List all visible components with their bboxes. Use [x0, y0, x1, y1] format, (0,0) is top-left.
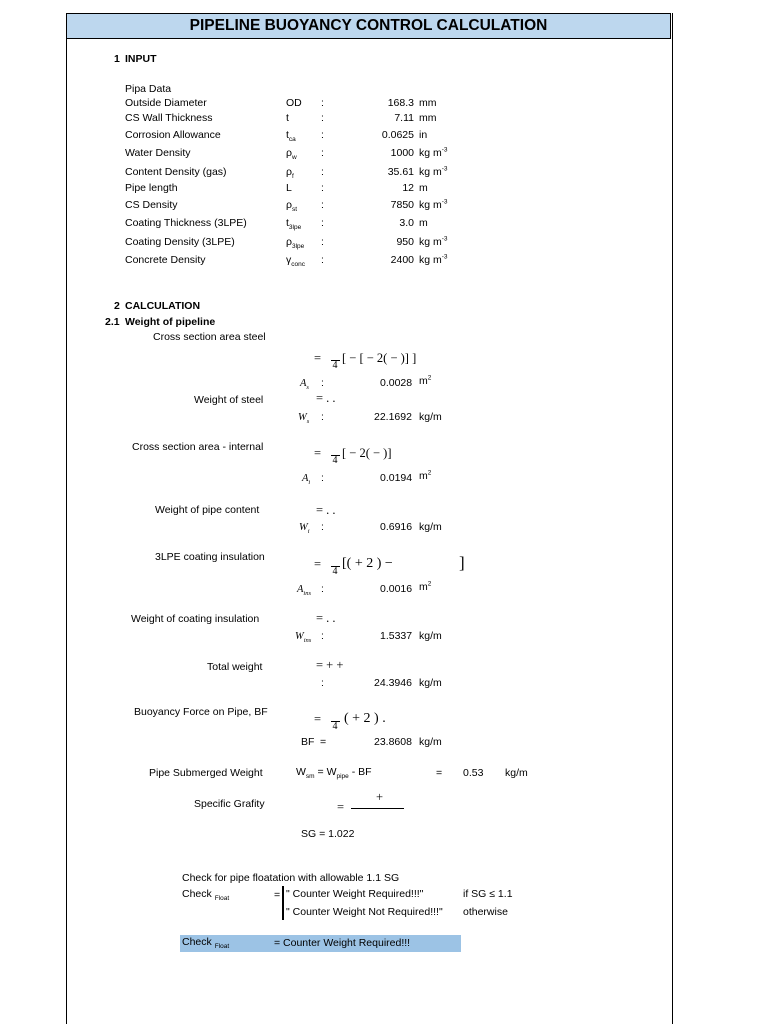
weight-content-label: Weight of pipe content	[155, 504, 260, 516]
calc-section-heading: CALCULATION	[125, 300, 201, 312]
cross-section-internal-equals: =	[314, 446, 322, 460]
total-weight-unit: kg/m	[419, 677, 442, 689]
input-label: CS Wall Thickness	[125, 112, 213, 124]
input-value: 950	[396, 236, 414, 248]
input-unit: in	[419, 129, 428, 141]
check-label: Check $_{Float}$	[182, 888, 230, 903]
input-symbol: OD	[286, 97, 302, 109]
fraction-denominator: 4	[332, 566, 338, 577]
input-unit: kg $m^{-3}$	[419, 198, 448, 211]
coating-insulation-label: 3LPE coating insulation	[155, 551, 265, 563]
colon: :	[321, 112, 324, 124]
input-unit: kg $m^{-3}$	[419, 165, 448, 178]
input-value: 12	[402, 182, 414, 194]
total-weight-formula: = + +	[316, 658, 344, 672]
colon: :	[321, 199, 324, 211]
input-unit: kg $m^{-3}$	[419, 235, 448, 248]
coating-insulation-bracket: ]	[459, 553, 465, 572]
total-weight-label: Total weight	[207, 661, 263, 673]
input-value: 2400	[390, 254, 414, 266]
input-unit: m	[419, 217, 428, 229]
input-value: 1000	[390, 147, 414, 159]
area-insulation-value: 0.0016	[380, 583, 413, 595]
area-steel-unit: $m^2$	[419, 374, 432, 387]
cross-section-steel-equals: =	[314, 351, 322, 365]
input-label: Corrosion Allowance	[125, 129, 221, 141]
input-symbol: $\rho_w$	[286, 147, 297, 162]
weight-steel-formula: = . .	[316, 391, 336, 405]
colon: :	[321, 147, 324, 159]
buoyancy-symbol: BF	[301, 736, 315, 748]
weight-coating-value: 1.5337	[380, 630, 413, 642]
check-case-required-condition: if SG ≤ 1.1	[463, 888, 513, 900]
colon: :	[321, 166, 324, 178]
fraction-bar	[351, 808, 404, 809]
calc-subsection-number: 2.1	[105, 316, 120, 328]
area-internal-value: 0.0194	[380, 472, 413, 484]
colon: :	[321, 182, 324, 194]
buoyancy-equals: =	[314, 712, 322, 726]
input-symbol: $\rho_{st}$	[286, 199, 298, 214]
piecewise-bracket	[282, 886, 284, 920]
specific-gravity-equals: =	[337, 800, 345, 814]
input-label: CS Density	[125, 199, 178, 211]
input-value: 3.0	[399, 217, 414, 229]
input-label: Content Density (gas)	[125, 166, 227, 178]
fraction-denominator: 4	[332, 455, 338, 466]
area-steel-symbol: $A_s$	[300, 378, 309, 392]
submerged-weight-label: Pipe Submerged Weight	[149, 767, 263, 779]
weight-coating-label: Weight of coating insulation	[131, 613, 260, 625]
weight-content-formula: = . .	[316, 503, 336, 517]
weight-steel-symbol: $W_s$	[298, 412, 310, 426]
coating-insulation-equals: =	[314, 557, 322, 571]
input-label: Outside Diameter	[125, 97, 207, 109]
colon: :	[321, 630, 324, 642]
input-label: Coating Density (3LPE)	[125, 236, 235, 248]
input-symbol: $\rho_{3lpe}$	[286, 236, 305, 251]
buoyancy-formula: ( + 2 ) .	[344, 711, 386, 726]
input-label: Coating Thickness (3LPE)	[125, 217, 247, 229]
colon: :	[321, 677, 324, 689]
page-title: PIPELINE BUOYANCY CONTROL CALCULATION	[66, 13, 671, 39]
equals: =	[320, 736, 327, 748]
total-weight-value: 24.3946	[374, 677, 412, 689]
weight-coating-unit: kg/m	[419, 630, 442, 642]
specific-gravity-label: Specific Grafity	[194, 798, 265, 810]
buoyancy-unit: kg/m	[419, 736, 442, 748]
input-symbol: $t_{ca}$	[286, 129, 296, 144]
result-check-text: = Counter Weight Required!!!	[274, 937, 411, 949]
area-steel-value: 0.0028	[380, 377, 413, 389]
input-unit: kg $m^{-3}$	[419, 146, 448, 159]
check-intro: Check for pipe floatation with allowable 1.1 SG	[182, 872, 400, 884]
equals: =	[274, 889, 281, 901]
input-symbol: L	[286, 182, 292, 194]
colon: :	[321, 97, 324, 109]
input-label: Concrete Density	[125, 254, 206, 266]
submerged-weight-unit: kg/m	[505, 767, 528, 779]
pipe-data-label: Pipa Data	[125, 83, 172, 95]
cross-section-internal-label: Cross section area - internal	[132, 441, 264, 453]
input-symbol: $\gamma_{conc}$	[286, 254, 305, 269]
weight-content-symbol: $W_i$	[299, 522, 310, 536]
result-check-label: Check $_{Float}$	[182, 936, 230, 951]
input-value: 35.61	[387, 166, 414, 178]
input-value: 7850	[390, 199, 414, 211]
area-internal-symbol: $A_i$	[302, 473, 311, 487]
weight-steel-label: Weight of steel	[194, 394, 264, 406]
cross-section-steel-formula: [ − [ − 2( − )] ]	[342, 351, 417, 365]
check-case-not-required: " Counter Weight Not Required!!!"	[286, 906, 443, 918]
colon: :	[321, 411, 324, 423]
colon: :	[321, 521, 324, 533]
input-value: 7.11	[394, 112, 414, 124]
check-case-required: " Counter Weight Required!!!"	[286, 888, 424, 900]
input-symbol: $\rho_f$	[286, 166, 294, 181]
check-case-not-required-condition: otherwise	[463, 906, 508, 918]
colon: :	[321, 583, 324, 595]
input-unit: mm	[419, 112, 437, 124]
input-value: 168.3	[387, 97, 414, 109]
colon: :	[321, 236, 324, 248]
area-insulation-symbol: $A_{ins}$	[297, 584, 312, 598]
colon: :	[321, 217, 324, 229]
weight-steel-value: 22.1692	[374, 411, 412, 423]
weight-content-unit: kg/m	[419, 521, 442, 533]
input-unit: m	[419, 182, 428, 194]
area-internal-unit: $m^2$	[419, 469, 432, 482]
colon: :	[321, 254, 324, 266]
weight-coating-formula: = . .	[316, 611, 336, 625]
submerged-weight-formula: $W_{sm} = W_{pipe}$ - BF	[296, 766, 372, 781]
submerged-weight-value: 0.53	[463, 767, 484, 779]
input-unit: kg $m^{-3}$	[419, 253, 448, 266]
weight-steel-unit: kg/m	[419, 411, 442, 423]
coating-insulation-formula: [( + 2 ) −	[342, 556, 393, 571]
equals: =	[436, 767, 443, 779]
specific-gravity-result: SG = 1.022	[301, 828, 355, 840]
colon: :	[321, 377, 324, 389]
input-section-number: 1	[114, 53, 120, 65]
input-label: Water Density	[125, 147, 191, 159]
fraction-denominator: 4	[332, 721, 338, 732]
colon: :	[321, 472, 324, 484]
area-insulation-unit: $m^2$	[419, 580, 432, 593]
cross-section-internal-formula: [ − 2( − )]	[342, 446, 392, 460]
cross-section-steel-label: Cross section area steel	[153, 331, 266, 343]
input-section-heading: INPUT	[125, 53, 157, 65]
input-label: Pipe length	[125, 182, 178, 194]
weight-coating-symbol: $W_{ins}$	[295, 631, 312, 645]
buoyancy-value: 23.8608	[374, 736, 412, 748]
colon: :	[321, 129, 324, 141]
calc-section-number: 2	[114, 300, 120, 312]
input-symbol: $t_{3lpe}$	[286, 217, 302, 232]
specific-gravity-numerator: +	[376, 790, 384, 804]
buoyancy-label: Buoyancy Force on Pipe, BF	[134, 706, 268, 718]
weight-content-value: 0.6916	[380, 521, 413, 533]
input-value: 0.0625	[381, 129, 414, 141]
input-unit: mm	[419, 97, 437, 109]
input-symbol: t	[286, 112, 289, 124]
calc-subsection-heading: Weight of pipeline	[125, 316, 216, 328]
fraction-denominator: 4	[332, 360, 338, 371]
